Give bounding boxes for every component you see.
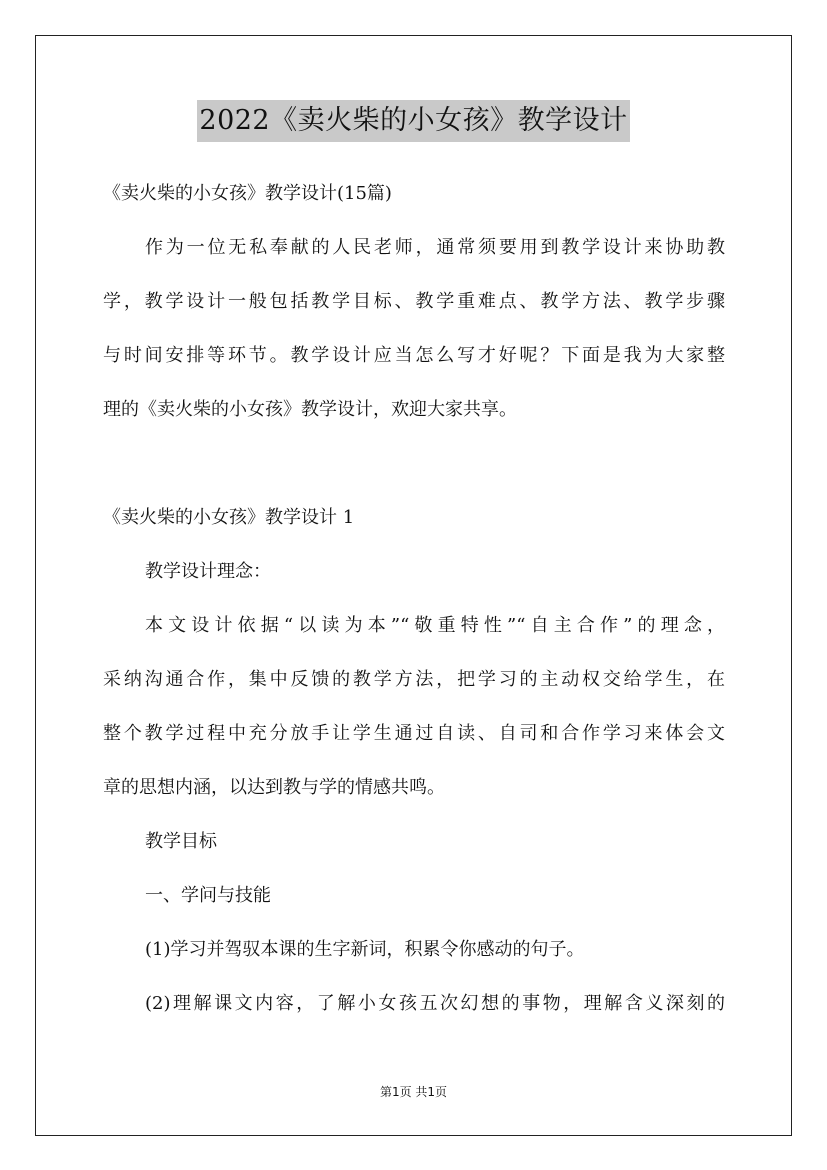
concept-line-2: 采纳沟通合作，集中反馈的教学方法，把学习的主动权交给学生，在 — [103, 669, 725, 690]
goal-item-1: (1)学习并驾驭本课的生字新词，积累令你感动的句子。 — [145, 939, 585, 960]
page-footer: 第1页 共1页 — [379, 1085, 448, 1099]
document-title: 2022《卖火柴的小女孩》教学设计 — [197, 100, 629, 142]
concept-line-4: 章的思想内涵，以达到教与学的情感共鸣。 — [103, 777, 445, 798]
goal-one-heading: 一、学问与技能 — [145, 885, 271, 906]
concept-line-1: 本文设计依据“以读为本”“敬重特性”“自主合作”的理念， — [145, 615, 725, 636]
title-container — [0, 100, 827, 142]
intro-line-2: 学，教学设计一般包括教学目标、教学重难点、教学方法、教学步骤 — [103, 291, 725, 312]
intro-line-4: 理的《卖火柴的小女孩》教学设计，欢迎大家共享。 — [103, 399, 517, 420]
intro-line-1: 作为一位无私奉献的人民老师，通常须要用到教学设计来协助教 — [145, 237, 725, 258]
goals-heading: 教学目标 — [145, 831, 217, 852]
section-heading: 《卖火柴的小女孩》教学设计 1 — [103, 507, 355, 528]
concept-heading: 教学设计理念： — [145, 561, 271, 582]
goal-item-2: (2)理解课文内容，了解小女孩五次幻想的事物，理解含义深刻的 — [145, 993, 725, 1014]
document-subtitle: 《卖火柴的小女孩》教学设计(15篇) — [103, 183, 392, 204]
intro-line-3: 与时间安排等环节。教学设计应当怎么写才好呢？下面是我为大家整 — [103, 345, 725, 366]
concept-line-3: 整个教学过程中充分放手让学生通过自读、自司和合作学习来体会文 — [103, 723, 725, 744]
